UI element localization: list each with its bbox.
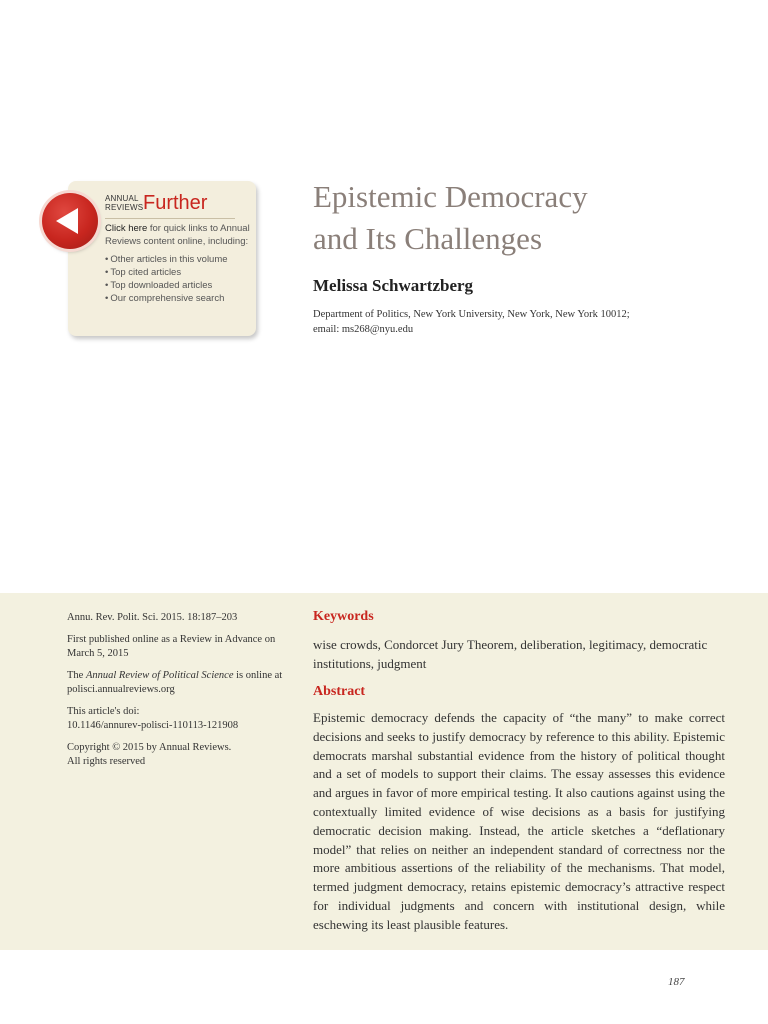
copyright: Copyright © 2015 by Annual Reviews. All rights reserved (67, 742, 232, 767)
further-links-list (105, 253, 255, 305)
article-title-line1: Epistemic Democracy (313, 179, 588, 214)
further-link-top-downloaded[interactable]: • Top downloaded articles (105, 279, 255, 292)
first-published: First published online as a Review in Advance on March 5, 2015 (67, 634, 276, 659)
author-email: email: ms268@nyu.edu (313, 324, 414, 335)
click-here-link[interactable]: Click here (105, 223, 148, 234)
doi-label: This article's doi: (67, 706, 140, 717)
author-affiliation (313, 307, 733, 337)
page-number: 187 (668, 976, 685, 988)
left-arrow-icon (42, 193, 98, 249)
keywords-heading: Keywords (313, 609, 374, 624)
further-intro: for quick links to Annual Reviews content online, including: (105, 223, 250, 247)
abstract-heading: Abstract (313, 684, 366, 699)
citation: Annu. Rev. Polit. Sci. 2015. 18:187–203 (67, 612, 238, 623)
article-title-line2: and Its Challenges (313, 221, 543, 256)
affiliation-line: Department of Politics, New York University, New York, New York 10012; (313, 309, 630, 320)
further-divider (105, 218, 235, 219)
journal-name: Annual Review of Political Science (85, 670, 234, 681)
doi-block (67, 705, 292, 733)
journal-online: The Annual Review of Political Science is online at polisci.annualreviews.org (67, 670, 283, 695)
article-title (313, 176, 733, 260)
further-link-other-articles[interactable]: • Other articles in this volume (105, 253, 255, 266)
further-arrow-button[interactable] (42, 193, 98, 249)
doi-value[interactable]: 10.1146/annurev-polisci-110113-121908 (67, 720, 239, 731)
keywords-text: wise crowds, Condorcet Jury Theorem, deliberation, legitimacy, democratic institutions, judgment (313, 637, 708, 671)
further-description (105, 222, 255, 305)
publication-metadata (67, 611, 292, 777)
further-link-search[interactable]: • Our comprehensive search (105, 292, 255, 305)
further-link-top-cited[interactable]: • Top cited articles (105, 266, 255, 279)
author-name: Melissa Schwartzberg (313, 276, 474, 295)
abstract-text: Epistemic democracy defends the capacity of “the many” to make correct decisions and seeks to justify democracy by reference to this ability. Epistemic democrats marshal substantial evidence from the history of political thought and a set of models to support their claims. The essay assesses this evidence and argues in favor of more empirical testing. It also cautions against using the contextually limited evidence of wise decisions as a basis for justifying democratic decision making. Instead, the article sketches a “deflationary model” that relies on neither an independent standard of correctness nor the more ambitious assertions of the reliability of the mechanisms. That model, termed judgment democracy, retains epistemic democracy’s attractive respect for individual judgments and concern with institutional design, while eschewing its least plausible features. (313, 710, 725, 932)
annual-reviews-wordmark: ANNUAL REVIEWS (105, 194, 144, 212)
further-wordmark: Further (143, 192, 208, 214)
